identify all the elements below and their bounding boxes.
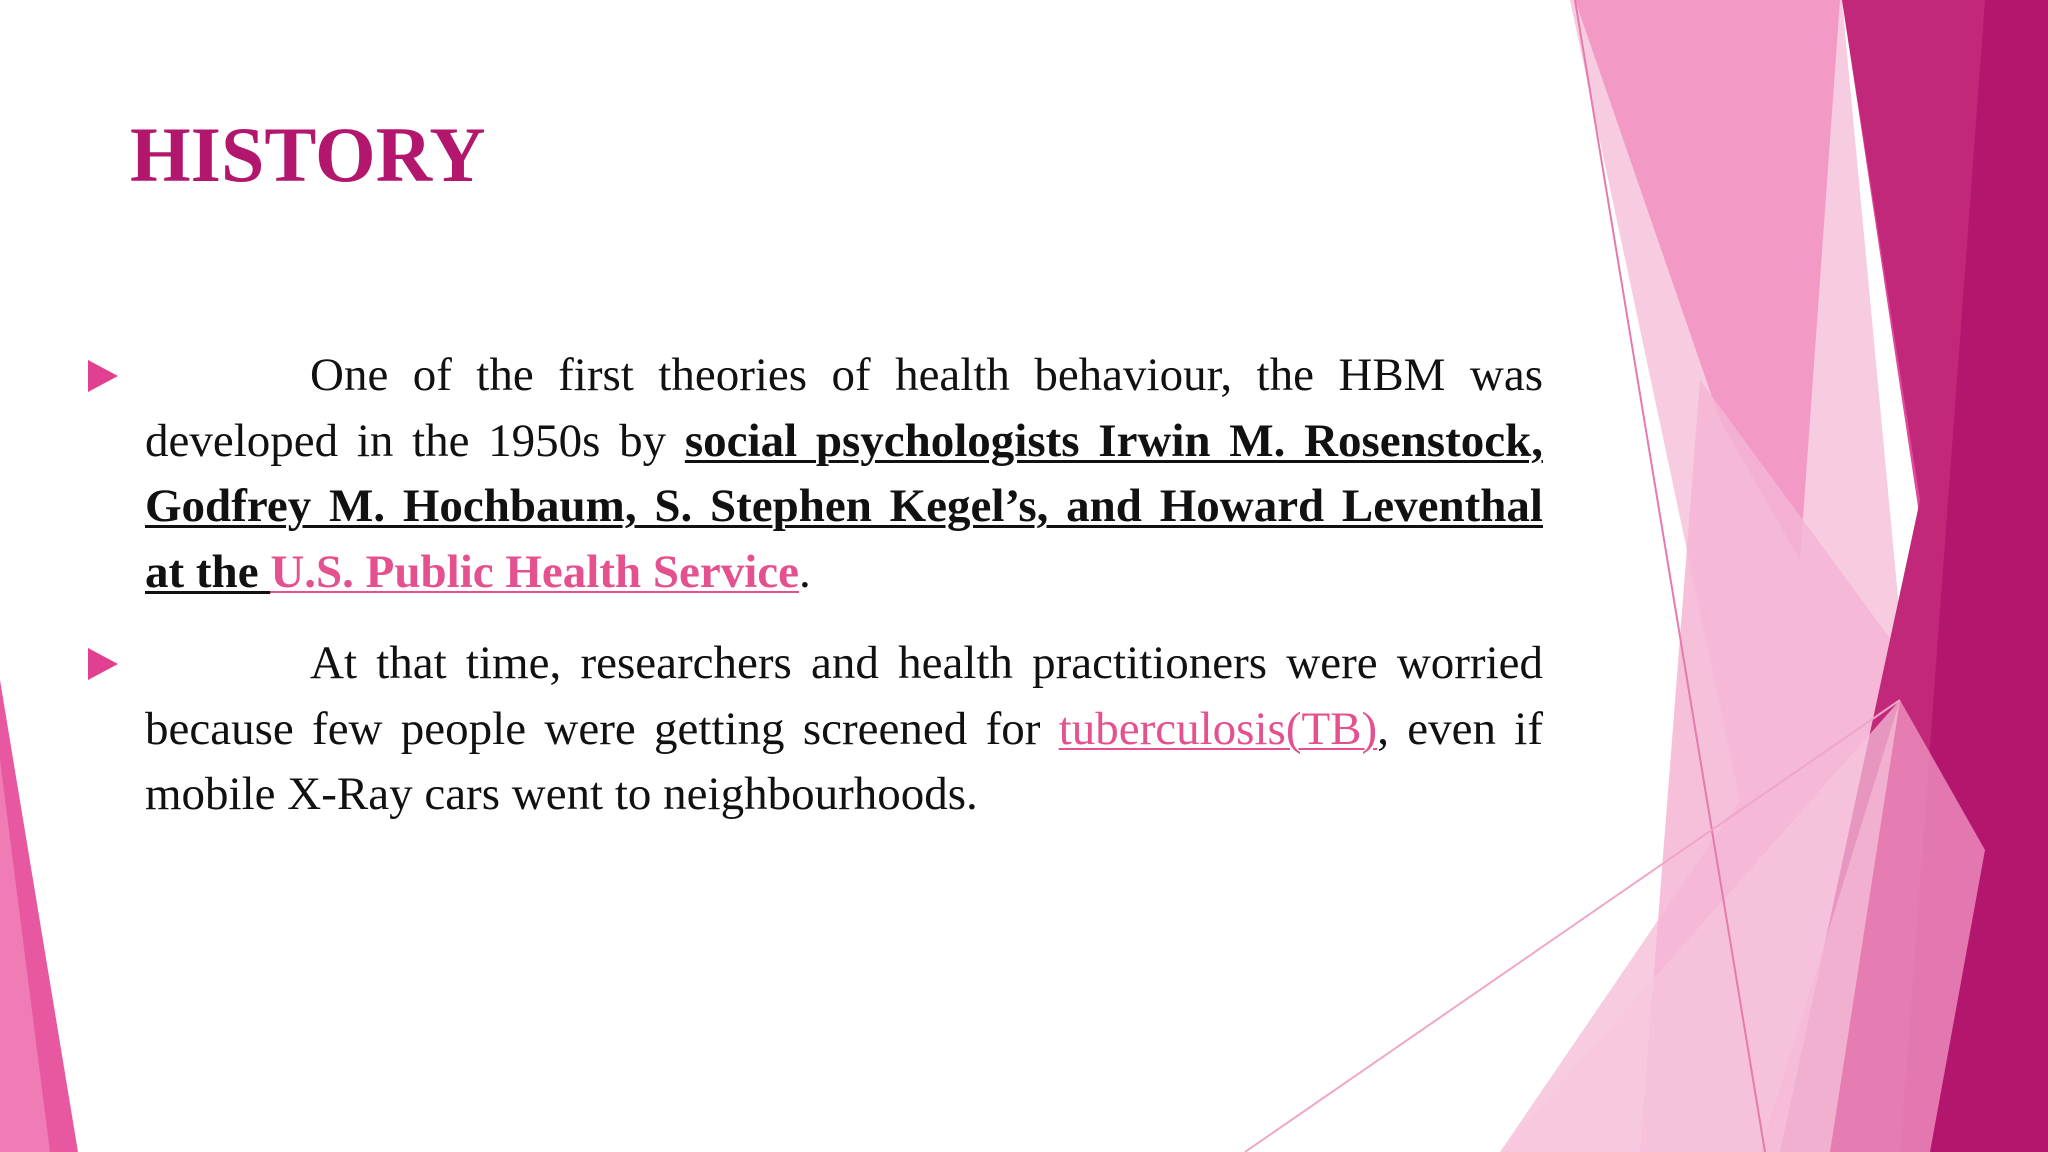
slide-title: HISTORY (130, 111, 486, 198)
bullet-paragraph (145, 343, 1543, 605)
bullet-text: One of the first theories of health behaviour, the HBM was developed in the 1950s by (145, 349, 1543, 467)
bullet-text: At that time, researchers and health practitioners were worried because few people were getting screened for (145, 637, 1543, 755)
triangle-right-icon (88, 648, 118, 680)
tuberculosis-link[interactable]: tuberculosis(TB) (1058, 702, 1378, 755)
triangle-right-icon (88, 360, 118, 392)
bullet-emphasis: social psychologists Irwin M. Rosenstock, Godfrey M. Hochbaum, S. Stephen Kegel’s, and Howard Leventhal at the (145, 414, 1543, 598)
public-health-service-link[interactable]: U.S. Public Health Service (270, 545, 800, 598)
bullet-paragraph (145, 631, 1543, 828)
bullet-ending: . (799, 545, 811, 598)
bullet-ending: , even if mobile X-Ray cars went to neighbourhoods. (145, 702, 1543, 820)
